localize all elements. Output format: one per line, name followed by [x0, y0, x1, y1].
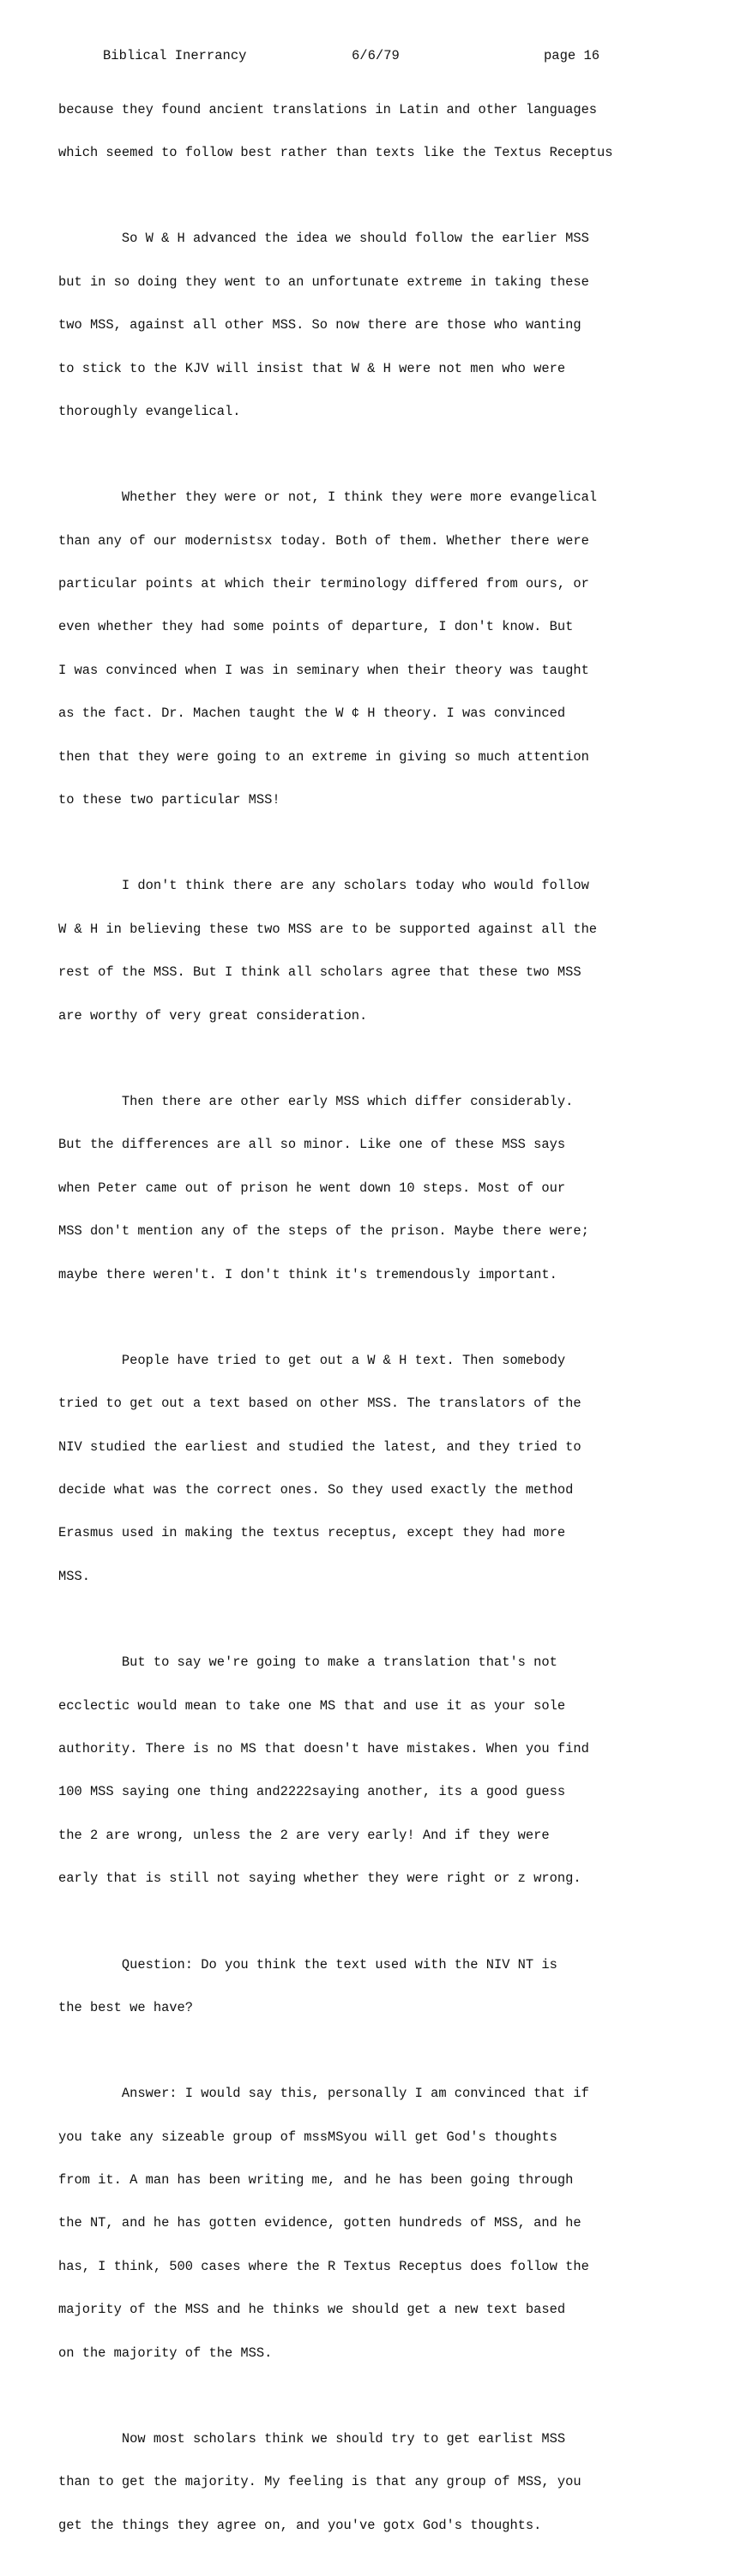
paragraph	[58, 1066, 676, 1311]
text-line: maybe there weren't. I don't think it's tremendously important.	[58, 1266, 557, 1282]
text-line: MSS don't mention any of the steps of the prison. Maybe there were;	[58, 1223, 589, 1240]
paragraph	[58, 1627, 676, 1915]
text-line: than to get the majority. My feeling is that any group of MSS, you	[58, 2474, 581, 2490]
text-line: rest of the MSS. But I think all scholars agree that these two MSS	[58, 964, 581, 981]
text-line: majority of the MSS and he thinks we should get a new text based	[58, 2302, 566, 2318]
paragraph	[58, 74, 676, 189]
paragraph	[58, 203, 676, 448]
text-line: I don't think there are any scholars today who would follow	[58, 878, 589, 894]
text-line: ecclectic would mean to take one MS that and use it as your sole	[58, 1697, 566, 1714]
text-line: get the things they agree on, and you've gotx God's thoughts.	[58, 2517, 542, 2533]
paragraph	[58, 2058, 676, 2389]
text-line: as the fact. Dr. Machen taught the W ¢ H theory. I was convinced	[58, 706, 566, 722]
text-line: the NT, and he has gotten evidence, gotten hundreds of MSS, and he	[58, 2215, 581, 2231]
page-body	[58, 48, 676, 2576]
text-line: MSS.	[58, 1568, 90, 1584]
page-number: page 16	[544, 48, 600, 63]
text-line: particular points at which their terminology differed from ours, or	[58, 576, 589, 592]
text-line: from it. A man has been writing me, and he has been going through	[58, 2172, 574, 2189]
text-line: to stick to the KJV will insist that W & H were not men who were	[58, 360, 566, 376]
text-line: 100 MSS saying one thing and2222saying another, its a good guess	[58, 1784, 566, 1800]
text-line: But the differences are all so minor. Like one of these MSS says	[58, 1137, 566, 1153]
text-line: the best we have?	[58, 1999, 194, 2015]
text-line: even whether they had some points of departure, I don't know. But	[58, 619, 574, 635]
text-line: which seemed to follow best rather than texts like the Textus Receptus	[58, 144, 613, 160]
text-line: Erasmus used in making the textus receptus, except they had more	[58, 1525, 566, 1541]
paragraphs	[58, 74, 676, 2561]
paragraph	[58, 2403, 676, 2561]
text-line: then that they were going to an extreme in giving so much attention	[58, 748, 589, 765]
text-line: decide what was the correct ones. So they used exactly the method	[58, 1482, 574, 1498]
text-line: on the majority of the MSS.	[58, 2345, 273, 2361]
text-line: two MSS, against all other MSS. So now there are those who wanting	[58, 317, 581, 333]
text-line: the 2 are wrong, unless the 2 are very early! And if they were	[58, 1827, 550, 1843]
text-line: Answer: I would say this, personally I am convinced that if	[58, 2086, 589, 2102]
text-line: So W & H advanced the idea we should follow the earlier MSS	[58, 231, 589, 247]
text-line: thoroughly evangelical.	[58, 403, 241, 419]
text-line: authority. There is no MS that doesn't have mistakes. When you find	[58, 1741, 589, 1756]
text-line: but in so doing they went to an unfortunate extreme in taking these	[58, 273, 589, 290]
text-line: Now most scholars think we should try to get earlist MSS	[58, 2431, 566, 2447]
text-line: are worthy of very great consideration.	[58, 1007, 368, 1024]
text-line: has, I think, 500 cases where the R Textus Receptus does follow the	[58, 2258, 589, 2274]
text-line: you take any sizeable group of mssMSyou will get God's thoughts	[58, 2129, 557, 2145]
text-line: early that is still not saying whether they were right or z wrong.	[58, 1870, 581, 1887]
paragraph	[58, 850, 676, 1052]
document-title: Biblical Inerrancy	[103, 48, 247, 63]
paragraph	[58, 1929, 676, 2044]
text-line: Question: Do you think the text used with the NIV NT is	[58, 1956, 557, 1973]
page-header	[58, 48, 676, 67]
document-date: 6/6/79	[352, 48, 400, 63]
text-line: I was convinced when I was in seminary when their theory was taught	[58, 662, 589, 678]
text-line: People have tried to get out a W & H text. Then somebody	[58, 1352, 566, 1368]
text-line: when Peter came out of prison he went down 10 steps. Most of our	[58, 1180, 566, 1196]
text-line: NIV studied the earliest and studied the latest, and they tried to	[58, 1438, 581, 1455]
paragraph	[58, 1324, 676, 1612]
text-line: But to say we're going to make a translation that's not	[58, 1654, 557, 1671]
text-line: than any of our modernistsx today. Both of them. Whether there were	[58, 532, 589, 549]
paragraph	[58, 462, 676, 837]
text-line: W & H in believing these two MSS are to be supported against all the	[58, 921, 598, 937]
text-line: Then there are other early MSS which differ considerably.	[58, 1093, 574, 1109]
text-line: to these two particular MSS!	[58, 792, 280, 808]
text-line: tried to get out a text based on other MSS. The translators of the	[58, 1396, 581, 1412]
text-line: Whether they were or not, I think they were more evangelical	[58, 489, 598, 506]
text-line: because they found ancient translations in Latin and other languages	[58, 101, 598, 117]
